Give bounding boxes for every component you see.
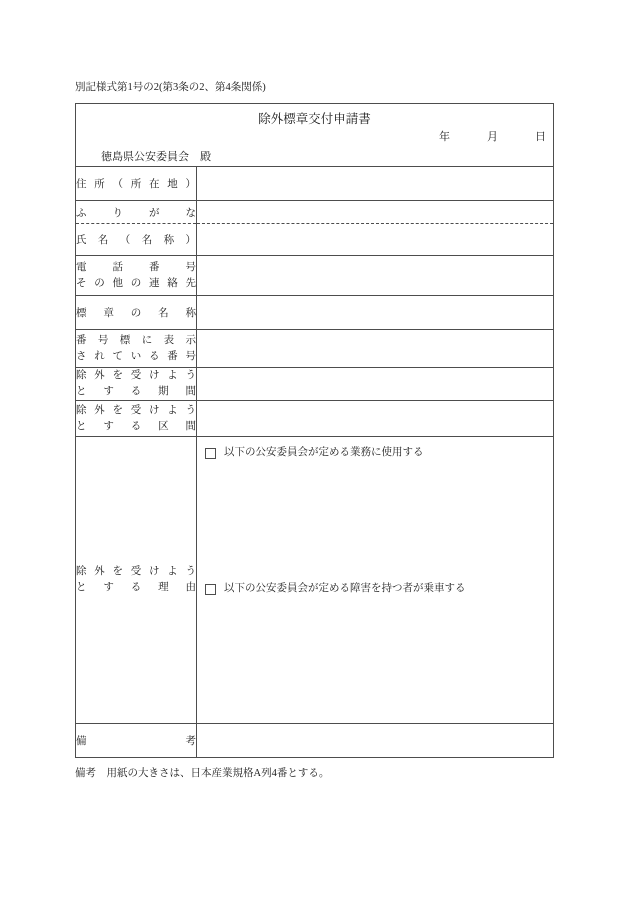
date-year-label: 年 (439, 131, 450, 143)
address-row (76, 167, 554, 201)
reason-option-disability-label: 以下の公安委員会が定める障害を持つ者が乗車する (224, 583, 466, 594)
contact-label-line2: その他の連絡先 (76, 277, 196, 289)
exemption-period-value-cell (197, 368, 554, 401)
checkbox-icon (205, 584, 216, 595)
exemption-section-value-cell (197, 401, 554, 437)
furigana-row (76, 201, 554, 224)
application-form-table (75, 103, 554, 758)
remarks-label-char1: 備 (76, 736, 87, 747)
exemption-section-row (76, 401, 554, 437)
exemption-section-label (76, 401, 197, 437)
reason-option-business-label: 以下の公安委員会が定める業務に使用する (224, 447, 424, 458)
remarks-label (76, 724, 197, 758)
addressee-text: 徳島県公安委員会 殿 (101, 151, 211, 163)
plate-number-label (76, 330, 197, 368)
reason-option-business (205, 446, 547, 460)
exemption-period-row (76, 368, 554, 401)
form-code-text: 別記様式第1号の2(第3条の2、第4条関係) (75, 82, 266, 93)
form-header-cell (76, 104, 554, 167)
exemption-reason-value-cell (197, 437, 554, 724)
contact-row (76, 256, 554, 296)
sign-name-value-cell (197, 296, 554, 330)
name-row (76, 224, 554, 256)
furigana-label: ふりがな (76, 201, 197, 224)
sign-name-label: 標章の名称 (76, 296, 197, 330)
exemption-period-label-line1: 除外を受けよう (76, 370, 196, 381)
sign-name-row (76, 296, 554, 330)
name-label: 氏名（名称） (76, 224, 197, 256)
plate-number-row (76, 330, 554, 368)
exemption-reason-label (76, 437, 197, 724)
paper-size-footnote: 備考 用紙の大きさは、日本産業規格A列4番とする。 (75, 768, 330, 779)
checkbox-icon (205, 448, 216, 459)
contact-label-line1: 電話番号 (76, 261, 196, 273)
exemption-reason-row (76, 437, 554, 724)
exemption-reason-label-line1: 除外を受けよう (76, 566, 196, 577)
date-month-label: 月 (487, 131, 498, 143)
address-value-cell (197, 167, 554, 201)
remarks-label-char2: 考 (185, 736, 196, 747)
contact-label (76, 256, 197, 296)
exemption-period-label-line2: とする期間 (76, 386, 196, 397)
exemption-reason-label-line2: とする理由 (76, 582, 196, 593)
remarks-row (76, 724, 554, 758)
exemption-section-label-line1: 除外を受けよう (76, 404, 196, 416)
date-day-label: 日 (535, 131, 546, 143)
plate-number-label-line1: 番号標に表示 (76, 334, 196, 346)
exemption-section-label-line2: とする区間 (76, 420, 196, 432)
name-value-cell (197, 224, 554, 256)
plate-number-label-line2: されている番号 (76, 350, 196, 362)
exemption-period-label (76, 368, 197, 401)
plate-number-value-cell (197, 330, 554, 368)
form-title: 除外標章交付申請書 (258, 112, 371, 126)
date-line (76, 128, 553, 144)
furigana-value-cell (197, 201, 554, 224)
remarks-value-cell (197, 724, 554, 758)
contact-value-cell (197, 256, 554, 296)
address-label: 住所（所在地） (76, 167, 197, 201)
form-header-row (76, 104, 554, 167)
reason-option-disability (205, 582, 547, 596)
